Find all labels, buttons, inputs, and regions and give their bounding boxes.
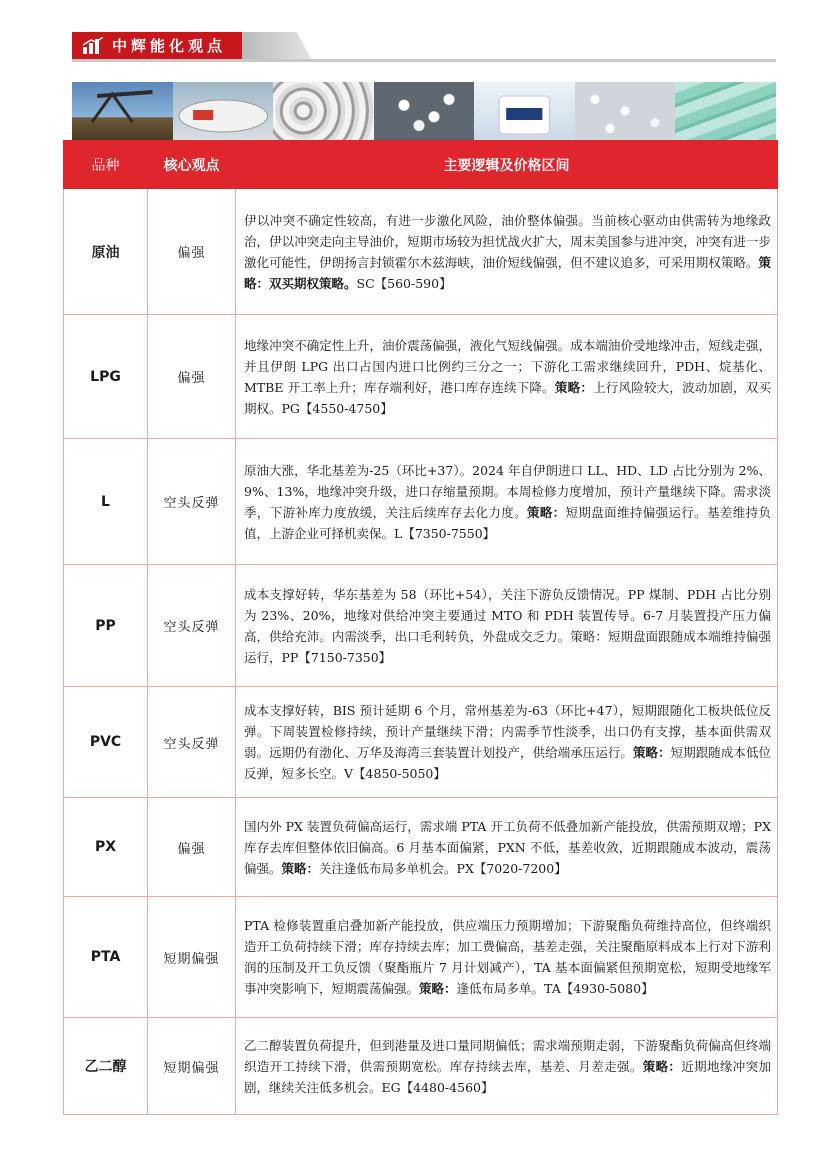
logic-text: 伊以冲突不确定性较高，有进一步激化风险，油价整体偏强。当前核心驱动由供需转为地缘政治，伊以冲突走向主导油价，短期市场较为担忧战火扩大，周末美国参与进冲突，冲突有进一步激化可能性，伊朗扬言封锁霍尔木兹海峡，油价短线偏强，但不建议追多，可采用期权策略。 [244,212,771,270]
logic-text: 国内外 PX 装置负荷偏高运行，需求端 PTA 开工负荷不低叠加新产能投放，供需预期双增；PX 库存去库但整体依旧偏高。6 月基本面偏紧，PXN 不低，基差收敛，近期跟随成本波动，震荡偏强。 [244,818,771,876]
granules-photo [575,82,676,140]
pellets-photo [374,82,475,140]
row-logic [236,439,778,565]
lpg-tank-photo [173,82,274,140]
price-range: V【4850-5050】 [344,766,446,781]
logic-text: 乙二醇装置负荷提升，但到港量及进口量同期偏低；需求端预期走弱，下游聚酯负荷偏高但终端织造开工持续下滑，供需预期宽松。库存持续去库，基差、月差走强。 [244,1037,771,1074]
table-row [64,798,778,897]
table-row [64,315,778,439]
strategy-text: 近期地缘冲突加剧，继续关注低多机会。 [244,1058,771,1095]
header-product: 品种 [64,141,148,189]
bottle-icon [474,82,575,140]
row-product: PTA [64,897,148,1018]
strategy-label: 策略： [632,745,671,760]
row-logic [236,315,778,439]
strategy-text: 短期跟随成本低位反弹，短多长空。 [244,745,771,781]
row-logic [236,189,778,315]
row-logic [236,897,778,1018]
table-header-row [64,141,778,189]
header-title: 中辉能化观点 [112,37,227,55]
row-view: 空头反弹 [148,687,236,798]
table-row [64,565,778,687]
bar-chart-logo-icon [82,37,104,55]
price-range: EG【4480-4560】 [381,1079,494,1095]
row-product: PP [64,565,148,687]
header-grey-tab [242,32,312,60]
row-view: 偏强 [148,189,236,315]
logic-text: 成本支撑好转，BIS 预计延期 6 个月，常州基差为-63（环比+47），短期跟随化工板块低位反弹。下周装置检修持续，预计产量继续下滑；内需季节性淡季，出口仍有支撑，基本面供需双弱。远期仍有渤化、万华及海湾三套装置计划投产，供给端承压运行。 [244,703,771,760]
table-row [64,189,778,315]
strategy-text: 上行风险较大，波动加剧，双买期权。 [244,379,771,416]
strategy-label: 策略： [419,981,457,996]
lpg-tank-icon [173,82,274,140]
row-product: L [64,439,148,565]
strategy-label: 策略： [526,504,566,520]
strategy-label: 策略： [642,1058,682,1074]
row-product: LPG [64,315,148,439]
row-product: PX [64,798,148,897]
row-logic [236,798,778,897]
logic-text: PTA 检修装置重启叠加新产能投放，供应端压力预期增加；下游聚酯负荷维持高位，但终端织造开工负荷持续下滑；库存持续去库；加工费偏高，基差走强，关注聚酯原料成本上行对下游利润的压制及开工负反馈（聚酯瓶片 7 月计划减产），TA 基本面偏紧但预期宽松，短期受地缘军事冲突影响下，短期震荡偏强。 [244,918,771,996]
header-logic: 主要逻辑及价格区间 [236,141,778,189]
report-header [72,32,776,62]
price-range: L【7350-7550】 [394,525,496,541]
row-logic [236,1018,778,1115]
strategy-text: 短期盘面维持偏强运行。基差维持负值，上游企业可择机卖保。 [244,504,771,541]
header-divider [72,59,776,62]
pump-jack-icon [72,82,173,140]
row-product: PVC [64,687,148,798]
strategy-label: 策略： [554,379,594,395]
price-range: SC【560-590】 [356,275,452,291]
ethylene-glycol-bottle-photo [474,82,575,140]
price-range: PG【4550-4750】 [281,400,393,416]
table-row [64,439,778,565]
strategy-label: 策略：双买期权策略。 [244,254,771,291]
header-view: 核心观点 [148,141,236,189]
table-row [64,897,778,1018]
row-product: 乙二醇 [64,1018,148,1115]
row-view: 短期偏强 [148,1018,236,1115]
row-view: 偏强 [148,798,236,897]
oil-pump-jack-photo [72,82,173,140]
logic-text: 原油大涨，华北基差为-25（环比+37）。2024 年自伊朗进口 LL、HD、LD 占比分别为 2%、9%、13%，地缘冲突升级，进口存缩量预期。本周检修力度增加，预计产量继续下降。需求淡季，下游补库力度放缓，关注后续库存去化力度。 [244,462,771,520]
row-view: 偏强 [148,315,236,439]
views-table [63,140,778,1115]
strategy-label: 策略： [281,860,320,876]
row-logic [236,565,778,687]
row-view: 空头反弹 [148,439,236,565]
row-view: 短期偏强 [148,897,236,1018]
strategy-text: 关注逢低布局多单机会。 [319,860,457,876]
price-range: TA【4930-5080】 [544,981,654,996]
price-range: PX【7020-7200】 [456,860,567,876]
row-view: 空头反弹 [148,565,236,687]
glass-sheets-photo [675,82,776,140]
header-red-bar [72,32,242,60]
price-range: PP【7150-7350】 [281,649,392,665]
table-row [64,1018,778,1115]
product-banner [72,82,776,140]
row-product: 原油 [64,189,148,315]
pvc-pipes-photo [273,82,374,140]
table-row [64,687,778,798]
logic-text: 成本支撑好转，华东基差为 58（环比+54），关注下游负反馈情况。PP 煤制、PDH 占比分别为 23%、20%，地缘对供给冲突主要通过 MTO 和 PDH 装置传导。6-7 月装置投产压力偏高，供给充沛。内需淡季，出口毛利转负，外盘成交乏力。策略：短期盘面跟随成本端维持偏强运行， [244,586,771,665]
row-logic [236,687,778,798]
logic-text: 地缘冲突不确定性上升，油价震荡偏强，液化气短线偏强。成本端油价受地缘冲击，短线走强，并且伊朗 LPG 出口占国内进口比例约三分之一；下游化工需求继续回升，PDH、烷基化、MTBE 开工率上升；库存端利好，港口库存连续下降。 [244,337,771,395]
strategy-text: 逢低布局多单。 [456,981,545,996]
